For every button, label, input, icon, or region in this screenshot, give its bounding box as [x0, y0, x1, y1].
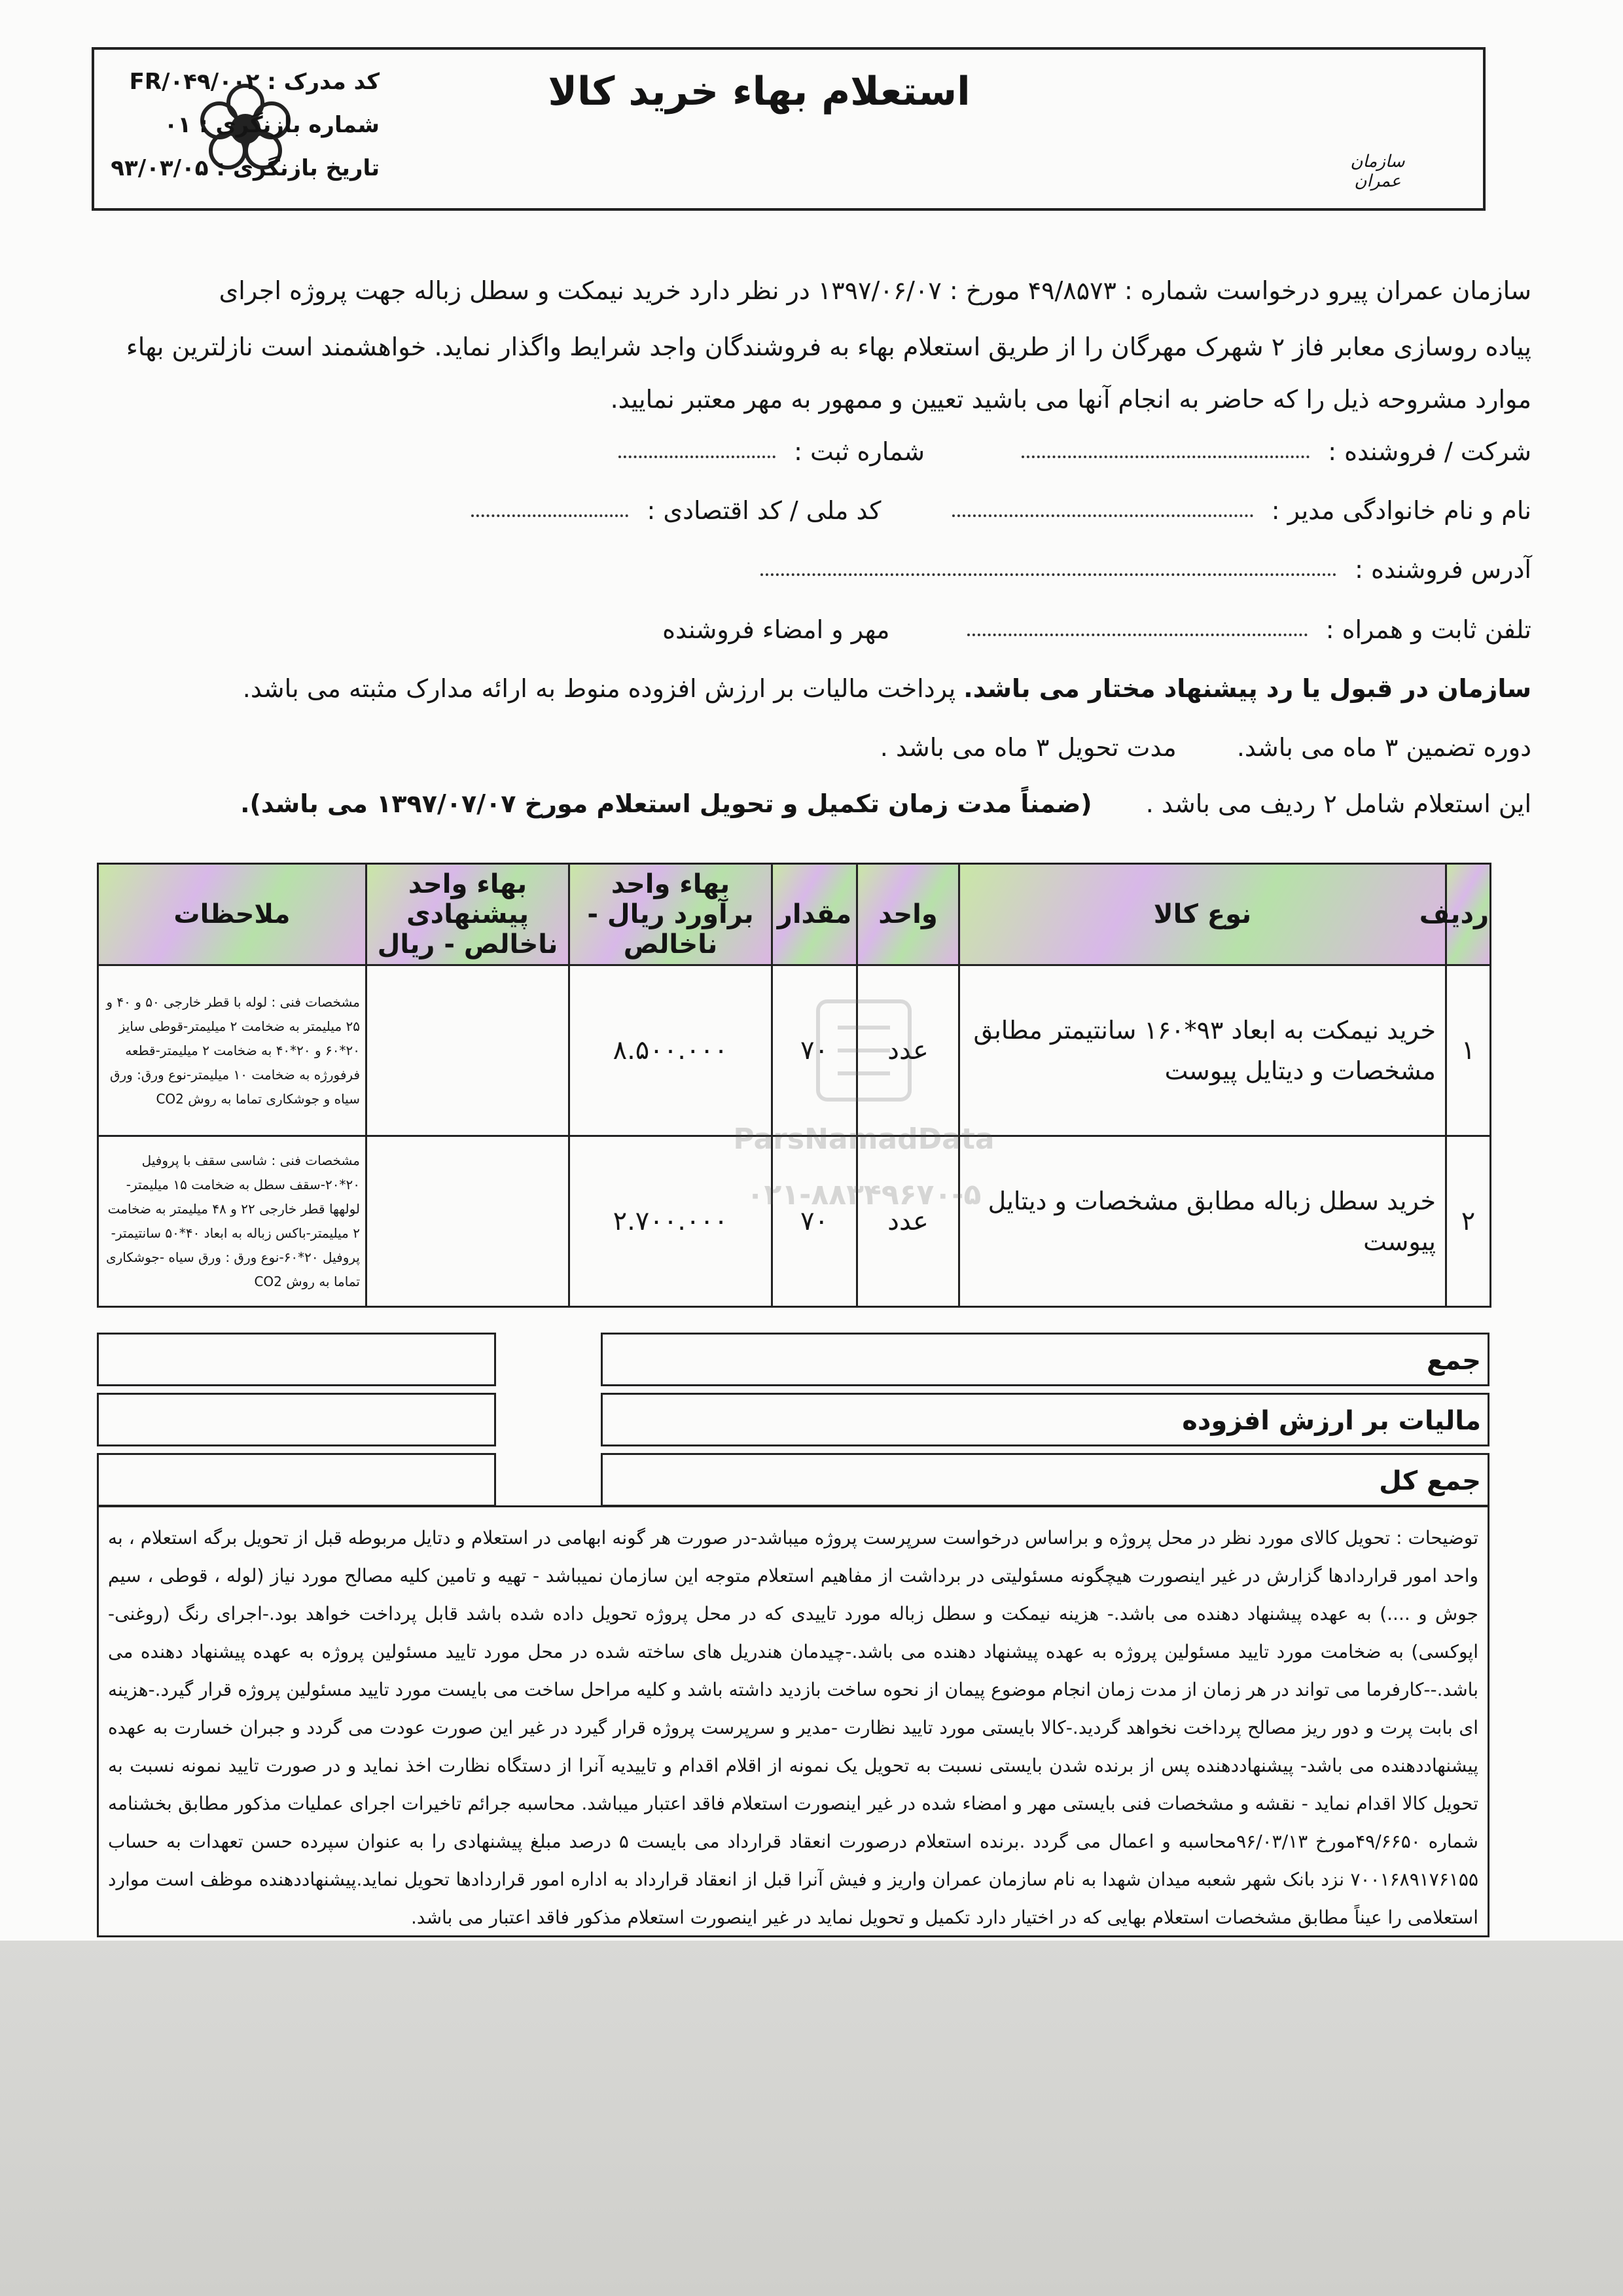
watermark-logo-icon — [668, 988, 1060, 1263]
national-code-label: کد ملی / کد اقتصادی : — [647, 496, 882, 525]
item-offer-price[interactable] — [366, 1136, 569, 1307]
registration-label: شماره ثبت : — [794, 437, 925, 466]
watermark-phone: ۰۲۱-۸۸۳۴۹۶۷۰-۵ — [746, 1178, 982, 1211]
company-blank[interactable] — [1022, 449, 1310, 458]
col-offer-header: بهاء واحد پیشنهادی ناخالص - ریال — [366, 864, 569, 965]
item-note: مشخصات فنی : لوله با قطر خارجی ۵۰ و ۴۰ و ۲۵ میلیمتر به ضخامت ۲ میلیمتر-قوطی سایز ۲۰*۶۰ و ۲۰*۴۰ به ضخامت ۲ میلیمتر-قطعه فرفورژه به ضخامت ۱۰ میلیمتر-نوع ورق: ورق سیاه و جوشکاری تماما به روش CO2 — [98, 965, 366, 1136]
item-description: خرید سطل زباله مطابق مشخصات و دیتایل پیوست — [959, 1136, 1446, 1307]
item-quantity: ۷۰ — [772, 965, 857, 1136]
document-meta — [105, 60, 380, 190]
col-estimate-header: بهاء واحد برآورد ریال - ناخالص — [569, 864, 772, 965]
address-label: آدرس فروشنده : — [1355, 555, 1531, 584]
company-field-row — [618, 437, 1531, 466]
rows-line — [240, 789, 1531, 818]
revision-number: شماره بازنگری : ۰۱ — [164, 112, 380, 138]
doc-code: کد مدرک : FR/۰۴۹/۰۰۲ — [129, 69, 380, 95]
col-row-header: ردیف — [1446, 864, 1491, 965]
national-code-blank[interactable] — [471, 508, 628, 517]
row-number: ۱ — [1446, 965, 1491, 1136]
item-quantity: ۷۰ — [772, 1136, 857, 1307]
rows-text: این استعلام شامل ۲ ردیف می باشد . — [1145, 789, 1531, 818]
item-unit: عدد — [857, 1136, 959, 1307]
table-header-row — [98, 864, 1491, 965]
manager-field-row — [471, 496, 1531, 525]
company-label: شرکت / فروشنده : — [1328, 437, 1531, 466]
scan-bottom-strip — [0, 1941, 1623, 2296]
sum-label: جمع — [601, 1333, 1489, 1386]
item-estimate-price: ۲.۷۰۰.۰۰۰ — [569, 1136, 772, 1307]
item-note: مشخصات فنی : شاسی سقف با پروفیل ۲۰*۲۰-سقف سطل به ضخامت ۱۵ میلیمتر- لولهها قطر خارجی ۲۲ و ۴۸ میلیمتر به ضخامت ۲ میلیمتر-باکس زباله به ابعاد ۴۰*۵۰ سانتیمتر-پروفیل ۲۰*۶۰-نوع ورق : ورق سیاه -جوشکاری تماما به روش CO2 — [98, 1136, 366, 1307]
watermark-brand: ParsNamadData — [733, 1122, 995, 1156]
sum-value-box[interactable] — [97, 1333, 496, 1386]
vat-clause: پرداخت مالیات بر ارزش افزوده منوط به ارائه مدارک مثبته می باشد. — [242, 674, 956, 703]
warranty-line — [880, 733, 1531, 762]
item-offer-price[interactable] — [366, 965, 569, 1136]
intro-line-3: موارد مشروحه ذیل را که حاضر به انجام آنها می باشید تعیین و ممهور به مهر معتبر نمایید. — [610, 385, 1531, 414]
row-number: ۲ — [1446, 1136, 1491, 1307]
page-title: استعلام بهاء خرید کالا — [548, 69, 971, 115]
choice-clause: سازمان در قبول یا رد پیشنهاد مختار می باشد. — [963, 674, 1531, 703]
vat-row — [97, 1393, 1489, 1446]
grand-total-label: جمع کل — [601, 1453, 1489, 1507]
col-notes-header: ملاحظات — [98, 864, 366, 965]
completion-text: (ضمناً مدت زمان تکمیل و تحویل استعلام مورخ ۱۳۹۷/۰۷/۰۷ می باشد). — [240, 789, 1092, 818]
vat-value-box[interactable] — [97, 1393, 496, 1446]
phone-label: تلفن ثابت و همراه : — [1325, 615, 1531, 644]
phone-blank[interactable] — [967, 627, 1308, 636]
intro-line-2: پیاده روسازی معابر فاز ۲ شهرک مهرگان را از طریق استعلام بهاء به فروشندگان واجد شرایط واگذار نماید. خواهشمند است نازلترین بهاء — [126, 332, 1531, 361]
grand-total-row — [97, 1453, 1489, 1507]
registration-blank[interactable] — [618, 449, 776, 458]
manager-label: نام و نام خانوادگی مدیر : — [1271, 496, 1531, 525]
address-field-row — [750, 555, 1531, 584]
logo-caption: سازمان عمران — [1350, 152, 1405, 191]
col-qty-header: مقدار — [772, 864, 857, 965]
col-unit-header: واحد — [857, 864, 959, 965]
item-unit: عدد — [857, 965, 959, 1136]
delivery-text: مدت تحویل ۳ ماه می باشد . — [880, 733, 1177, 762]
manager-blank[interactable] — [952, 508, 1253, 517]
item-estimate-price: ۸.۵۰۰.۰۰۰ — [569, 965, 772, 1136]
revision-date: تاریخ بازنگری : ۹۳/۰۳/۰۵ — [111, 155, 380, 181]
warranty-text: دوره تضمین ۳ ماه می باشد. — [1236, 733, 1531, 762]
stamp-label: مهر و امضاء فروشنده — [662, 615, 890, 644]
phone-field-row — [662, 615, 1531, 644]
vat-label: مالیات بر ارزش افزوده — [601, 1393, 1489, 1446]
terms-line — [243, 674, 1531, 703]
intro-line-1: سازمان عمران پیرو درخواست شماره : ۴۹/۸۵۷۳ مورخ : ۱۳۹۷/۰۶/۰۷ در نظر دارد خرید نیمکت و سطل زباله جهت پروژه اجرای — [219, 276, 1531, 305]
address-blank[interactable] — [760, 567, 1336, 576]
item-description: خرید نیمکت به ابعاد ۹۳*۱۶۰ سانتیمتر مطابق مشخصات و دیتایل پیوست — [959, 965, 1446, 1136]
sum-row — [97, 1333, 1489, 1386]
notes-box: توضیحات : تحویل کالای مورد نظر در محل پروژه و براساس درخواست سرپرست پروژه میباشد-در صورت هر گونه ابهامی در استعلام و دتایل مربوطه قبل از تحویل برگه استعلام ، به واحد امور قراردادها گزارش در غیر اینصورت هیچگونه مسئولیتی در برداشت از مفاهیم استعلام متوجه این سازمان نمیباشد - تهیه و تامین کلیه مصالح مورد نیاز (لوله ، قوطی ، سیم جوش و ....) به عهده پیشنهاد دهنده می باشد.- هزینه نیمکت و سطل زباله مورد تاییدی که در محل پروژه تحویل داده شده باشد قابل پرداخت خواهد بود.-اجرای رنگ (روغنی-اپوکسی) به ضخامت مورد تایید مسئولین پروژه به عهده پیشنهاد دهنده می باشد.-چیدمان هندریل های ساخته شده در محل مورد تایید مسئولین پروژه به عهده پیشنهاد دهنده می باشد.--کارفرما می تواند در هر زمان از مدت زمان انجام موضوع پیمان از نحوه ساخت بازدید داشته باشد و کلیه مراحل ساخت می بایست مورد تایید مسئولین پروژه قرار گیرد.-هزینه ای بابت پرت و دور ریز مصالح پرداخت نخواهد گردید.-کالا بایستی مورد تایید نظارت -مدیر و سرپرست پروژه قرار گیرد در غیر این صورت عودت می گردد و جبران خسارت به عهده پیشنهاددهنده می باشد- پیشنهاددهنده پس از برنده شدن بایستی نسبت به تحویل یک نمونه از اقلام اقدام و تاییدیه آنرا از دستگاه نظارت اخذ نماید و در صورت تایید نمونه نسبت به تحویل کالا اقدام نماید - نقشه و مشخصات فنی بایستی مهر و امضاء شده در غیر اینصورت استعلام فاقد اعتبار میباشد. محاسبه جرائم تاخیرات اجرای عملیات مذکور مطابق بخشنامه شماره ۴۹/۶۶۵۰مورخ ۹۶/۰۳/۱۳محاسبه و اعمال می گردد .برنده استعلام درصورت انعقاد قرارداد می بایست ۵ درصد مبلغ پیشنهادی را به عنوان سپرده حسن تعهدات به حساب ۷۰۰۱۶۸۹۱۷۶۱۵۵ نزد بانک شهر شعبه میدان شهدا به نام سازمان عمران واریز و فیش آنرا قبل از انعقاد قرارداد به اداره امور قراردادها تحویل نماید.پیشنهاددهنده موظف است موارد استعلامی را عیناً مطابق مشخصات استعلام بهایی که در اختیار دارد تکمیل و تحویل نماید در غیر اینصورت استعلام مذکور فاقد اعتبار می باشد. — [97, 1505, 1489, 1937]
grand-total-value-box[interactable] — [97, 1453, 496, 1507]
col-item-header: نوع کالا — [959, 864, 1446, 965]
